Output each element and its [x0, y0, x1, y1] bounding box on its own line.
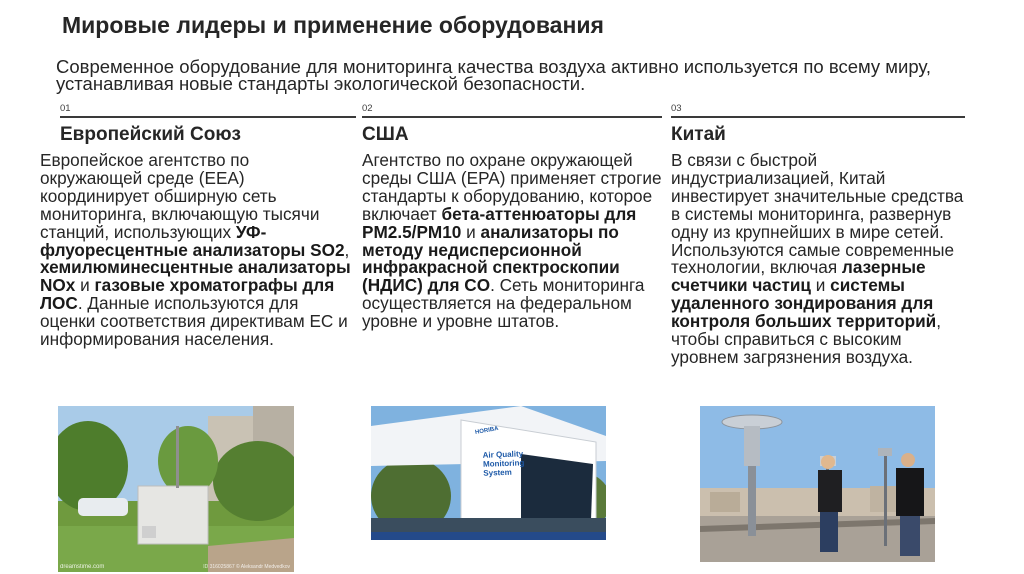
column-heading: Китай	[671, 124, 726, 145]
column-body	[40, 152, 356, 349]
column-china	[671, 102, 971, 367]
panel-label: Air Quality Monitoring System	[482, 449, 525, 478]
body-text: . Данные используются для оценки соответствия директивам ЕС и информирования населения.	[40, 293, 348, 350]
bold-term: газовые хроматографы для ЛОС	[40, 275, 335, 314]
bold-term: анализаторы по методу недисперсионной инфракрасной спектроскопии (НДИС) для CO	[362, 221, 620, 296]
bold-term: системы удаленного зондирования для контроля больших территорий	[671, 275, 937, 332]
column-body	[671, 152, 971, 367]
body-text: , чтобы справиться с высоким уровнем загрязнения воздуха.	[671, 311, 942, 367]
body-text: . Сеть мониторинга осуществляется на федеральном уровне и уровне штатов.	[362, 275, 645, 332]
column-heading: Европейский Союз	[60, 124, 242, 145]
body-text: и	[810, 275, 831, 296]
photo-china-rooftop-monitoring	[700, 406, 935, 562]
brand-logo: HORIBA	[474, 425, 500, 437]
column-usa	[362, 102, 662, 331]
bold-term: бета-аттенюаторы для PM2.5/PM10	[362, 203, 637, 242]
column-divider	[362, 116, 662, 118]
body-text: Агентство по охране окружающей среды США (EPA) применяет строгие стандарты к оборудованию, которое включает	[362, 150, 662, 224]
column-divider	[671, 116, 965, 118]
column-body	[362, 152, 662, 331]
bold-term: УФ-флуоресцентные анализаторы SO2	[40, 221, 345, 260]
body-text: и	[461, 221, 481, 242]
body-text: ,	[344, 239, 350, 260]
photo-credit: ID 316025867 © Aleksandr Medvedkov	[203, 564, 290, 570]
column-number: 02	[362, 103, 373, 114]
column-number: 03	[671, 103, 682, 114]
body-text: Европейское агентство по окружающей среде (EEA) координирует обширную сеть мониторинга, включающую тысячи станций, использующих	[40, 150, 320, 242]
photo-usa-monitoring-trailer	[371, 406, 606, 540]
column-number: 01	[60, 103, 71, 114]
body-text: и	[75, 275, 95, 296]
slide-intro: Современное оборудование для мониторинга качества воздуха активно используется по всему миру, устанавливая новые стандарты экологической безопасности.	[56, 56, 931, 94]
bold-term: лазерные счетчики частиц	[671, 257, 926, 296]
watermark: dreamstime.com	[60, 564, 105, 570]
body-text: В связи с быстрой индустриализацией, Китай инвестирует значительные средства в системы мониторинга, развернув одну из крупнейших в мире сетей. Используются самые современные технологии, включая	[671, 150, 964, 278]
column-heading: США	[362, 124, 409, 145]
photo-eu-monitoring-station	[58, 406, 294, 572]
column-divider	[60, 116, 356, 118]
bold-term: хемилюминесцентные анализаторы NOx	[40, 257, 351, 296]
slide-title: Мировые лидеры и применение оборудования	[62, 12, 604, 38]
column-eu	[40, 102, 356, 349]
